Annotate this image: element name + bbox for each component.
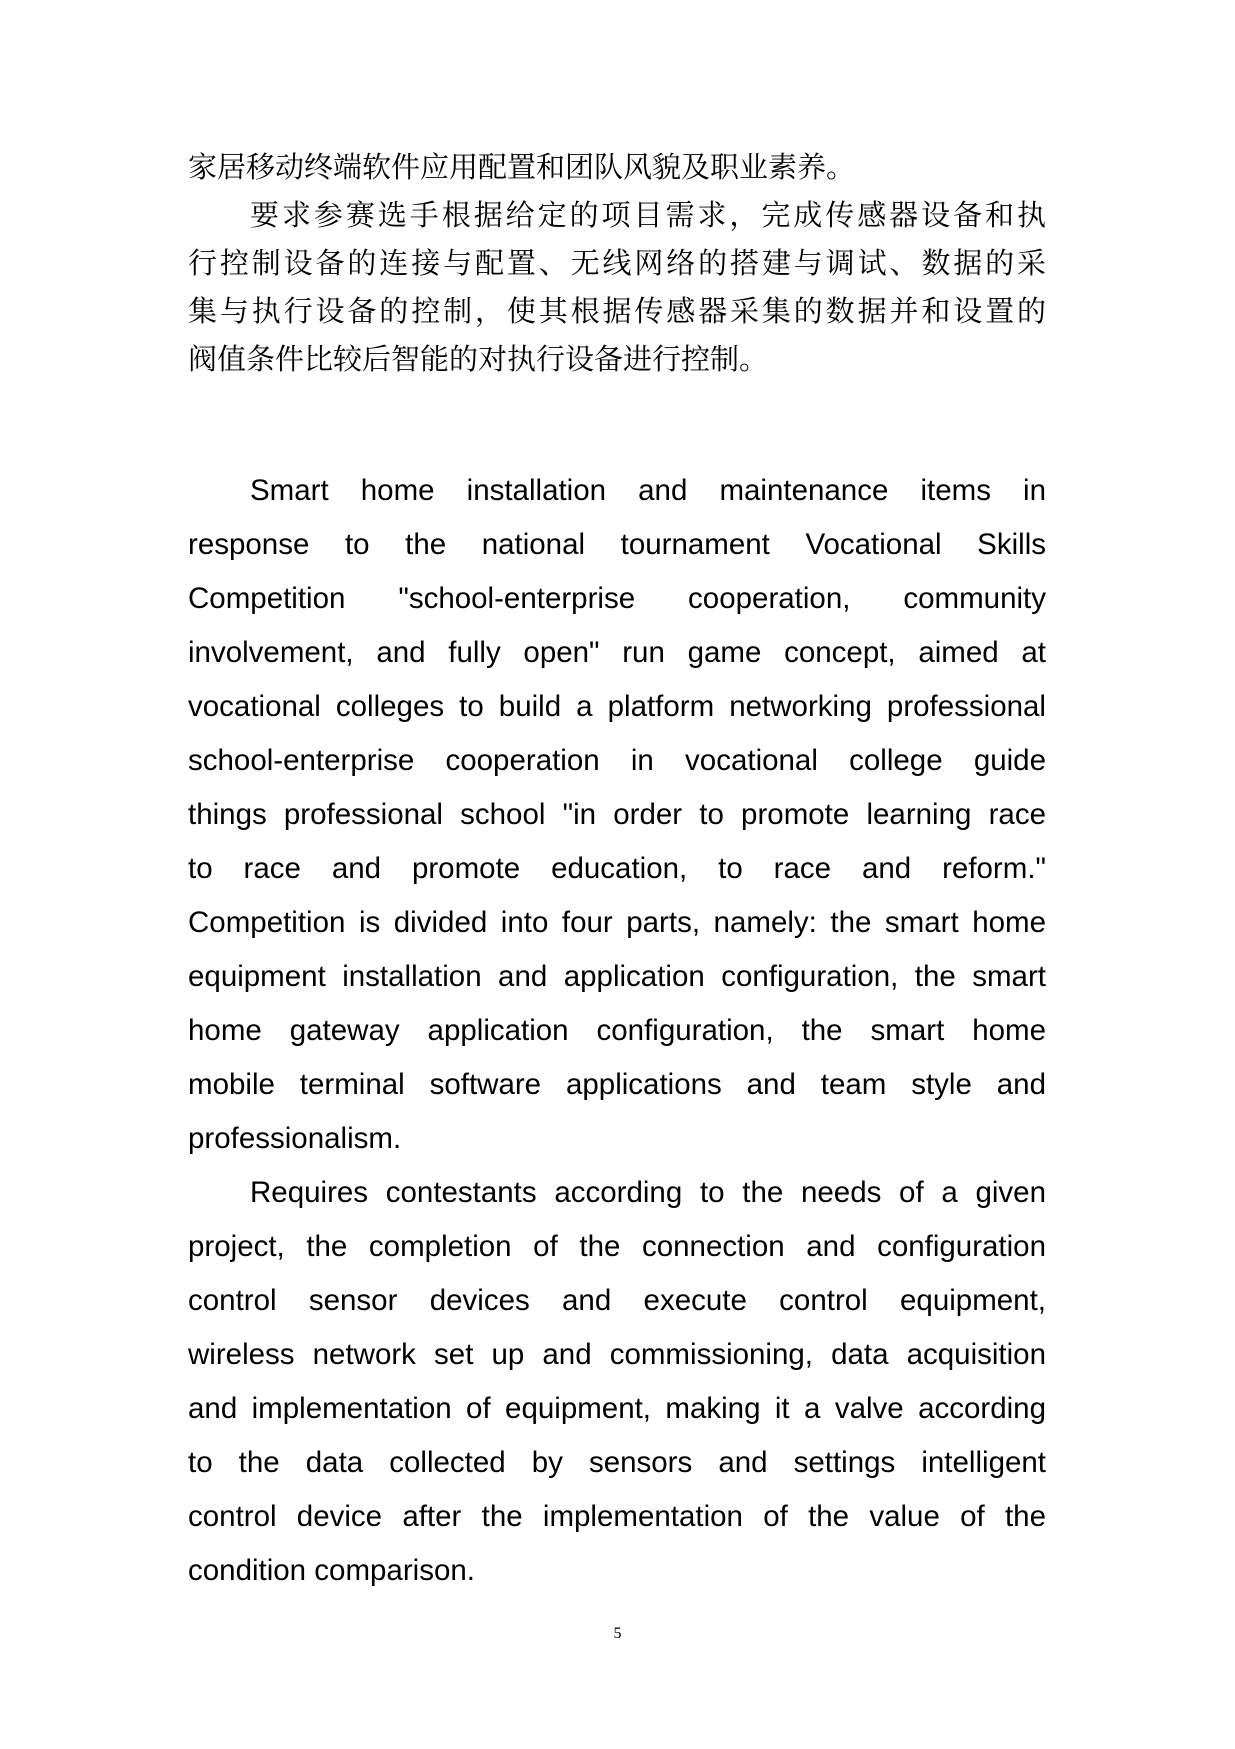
en-para1-line-7: things professional school "in order to promote learning race — [188, 798, 1046, 831]
en-para1-line-9: Competition is divided into four parts, namely: the smart home — [188, 906, 1046, 939]
en-para2-line-3: control sensor devices and execute control equipment, — [188, 1284, 1046, 1317]
en-para2-line-4: wireless network set up and commissioning, data acquisition — [188, 1338, 1046, 1371]
zh-para1-line-1: 家居移动终端软件应用配置和团队风貌及职业素养。 — [188, 150, 856, 184]
zh-para2-line-4: 阀值条件比较后智能的对执行设备进行控制。 — [188, 342, 769, 376]
en-para2-line-1: Requires contestants according to the needs of a given — [250, 1176, 1046, 1209]
en-para1-line-10: equipment installation and application configuration, the smart — [188, 960, 1046, 993]
zh-para2-line-3: 集与执行设备的控制，使其根据传感器采集的数据并和设置的 — [188, 294, 1046, 328]
en-para1-line-12: mobile terminal software applications and team style and — [188, 1068, 1046, 1101]
en-para2-line-5: and implementation of equipment, making it a valve according — [188, 1392, 1046, 1425]
en-para2-line-6: to the data collected by sensors and settings intelligent — [188, 1446, 1046, 1479]
en-para1-line-13: professionalism. — [188, 1122, 402, 1155]
en-para1-line-4: involvement, and fully open" run game concept, aimed at — [188, 636, 1046, 669]
en-para1-line-6: school-enterprise cooperation in vocational college guide — [188, 744, 1046, 777]
en-para1-line-3: Competition "school-enterprise cooperation, community — [188, 582, 1046, 615]
zh-para2-line-1: 要求参赛选手根据给定的项目需求，完成传感器设备和执 — [250, 198, 1046, 232]
en-para1-line-2: response to the national tournament Vocational Skills — [188, 528, 1046, 561]
en-para1-line-1: Smart home installation and maintenance items in — [250, 474, 1046, 507]
en-para2-line-2: project, the completion of the connection and configuration — [188, 1230, 1046, 1263]
en-para2-line-8: condition comparison. — [188, 1554, 475, 1587]
en-para1-line-5: vocational colleges to build a platform networking professional — [188, 690, 1046, 723]
en-para1-line-11: home gateway application configuration, the smart home — [188, 1014, 1046, 1047]
en-para1-line-8: to race and promote education, to race and reform." — [188, 852, 1046, 885]
zh-para2-line-2: 行控制设备的连接与配置、无线网络的搭建与调试、数据的采 — [188, 246, 1046, 280]
page-number: 5 — [613, 1625, 622, 1642]
en-para2-line-7: control device after the implementation of the value of the — [188, 1500, 1046, 1533]
